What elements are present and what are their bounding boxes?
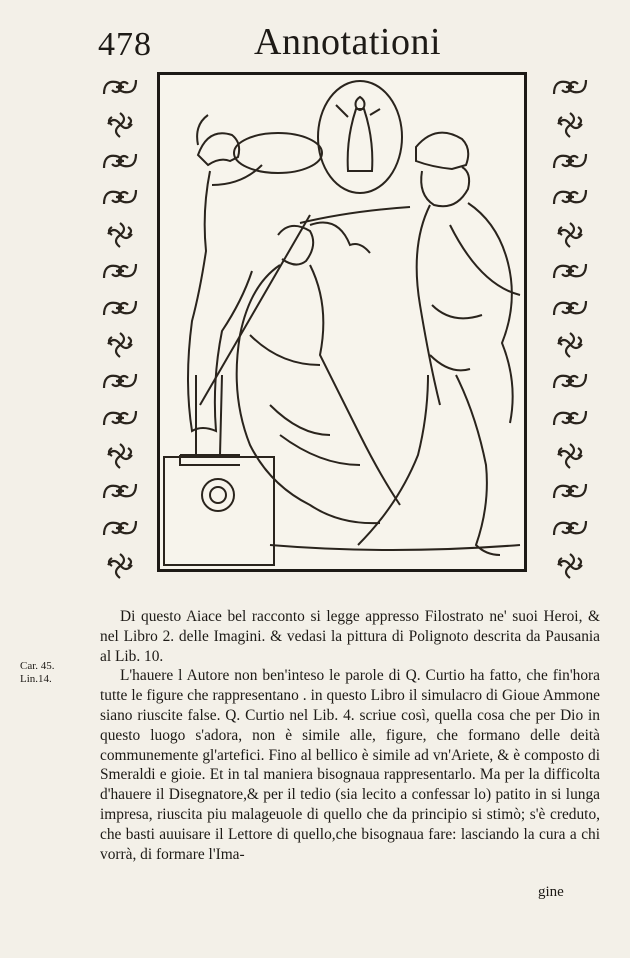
- fleuron-ornament: [548, 550, 592, 580]
- left-ornament-border: [96, 72, 144, 580]
- fleuron-icon: [548, 329, 592, 359]
- fleuron-ornament: [548, 72, 592, 102]
- fleuron-ornament: [548, 513, 592, 543]
- fleuron-ornament: [98, 72, 142, 102]
- fleuron-icon: [548, 219, 592, 249]
- woodcut-illustration: [157, 72, 527, 572]
- fleuron-ornament: [548, 366, 592, 396]
- paragraph-aiace: Di questo Aiace bel racconto si legge appresso Filostrato ne' suoi Heroi, & nel Libro 2. delle Imagini. & vedasi la pittura di Polignoto descrita da Pausania al Lib. 10.: [100, 608, 600, 665]
- catchword: gine: [538, 884, 564, 900]
- fleuron-ornament: [548, 109, 592, 139]
- fleuron-ornament: [548, 146, 592, 176]
- running-title: Annotationi: [254, 21, 442, 63]
- fleuron-icon: [548, 513, 592, 543]
- fleuron-icon: [548, 182, 592, 212]
- page-number: 478: [98, 26, 152, 63]
- fleuron-ornament: [548, 293, 592, 323]
- fleuron-icon: [98, 476, 142, 506]
- fleuron-icon: [98, 256, 142, 286]
- fleuron-ornament: [98, 182, 142, 212]
- fleuron-icon: [98, 329, 142, 359]
- fleuron-icon: [98, 219, 142, 249]
- fleuron-ornament: [98, 109, 142, 139]
- right-ornament-border: [546, 72, 594, 580]
- fleuron-ornament: [98, 219, 142, 249]
- fleuron-ornament: [98, 513, 142, 543]
- fleuron-icon: [548, 72, 592, 102]
- fleuron-ornament: [548, 476, 592, 506]
- fleuron-ornament: [98, 550, 142, 580]
- fleuron-icon: [548, 403, 592, 433]
- fleuron-icon: [548, 146, 592, 176]
- fleuron-icon: [98, 366, 142, 396]
- fleuron-icon: [548, 366, 592, 396]
- fleuron-ornament: [98, 329, 142, 359]
- fleuron-icon: [98, 403, 142, 433]
- fleuron-ornament: [548, 256, 592, 286]
- fleuron-ornament: [98, 403, 142, 433]
- fleuron-icon: [98, 109, 142, 139]
- fleuron-icon: [548, 109, 592, 139]
- fleuron-ornament: [548, 403, 592, 433]
- fleuron-ornament: [548, 329, 592, 359]
- fleuron-icon: [98, 550, 142, 580]
- fleuron-ornament: [98, 440, 142, 470]
- fleuron-ornament: [98, 366, 142, 396]
- fleuron-icon: [548, 293, 592, 323]
- fleuron-icon: [98, 440, 142, 470]
- fleuron-ornament: [548, 219, 592, 249]
- fleuron-ornament: [98, 476, 142, 506]
- fleuron-icon: [548, 550, 592, 580]
- fleuron-ornament: [98, 146, 142, 176]
- paragraph-curtio: L'hauere l Autore non ben'inteso le parole di Q. Curtio ha fatto, che fin'hora tutte le figure che rappresentano . in questo Libro il simulacro di Gioue Ammone siano riuscite false. Q. Curtio nel Lib. 4. scriue così, quella cosa che per Dio in questo luogo s'adora, non è simile alle, figure, che formano delle deità communemente gl'artefici. Fino al bellico è simile ad vn'Ariete, & è composto di Smeraldi e gioie. Et in tal maniera bisognaua rappresentarlo. Ma per la difficolta d'hauere il Disegnatore,& per il tedio (sia lecito a confessar lo) patito in si lunga impresa, riuscita piu malageuole di quello che da principio si stimò; s'è creduto, che basti auuisare il Lettore di quello,che bisognaua fare: lasciando la cura a chi vorrà, di formare l'Ima-: [100, 667, 600, 863]
- fleuron-icon: [98, 293, 142, 323]
- fleuron-icon: [98, 72, 142, 102]
- fleuron-icon: [548, 256, 592, 286]
- fleuron-icon: [98, 513, 142, 543]
- fleuron-ornament: [98, 293, 142, 323]
- annotation-text: [100, 607, 600, 864]
- woodcut-figures-icon: [160, 75, 524, 569]
- fleuron-icon: [548, 440, 592, 470]
- fleuron-icon: [548, 476, 592, 506]
- marginal-note-line1: Car. 45.: [20, 660, 55, 672]
- marginal-note: [20, 660, 55, 686]
- fleuron-ornament: [98, 256, 142, 286]
- fleuron-ornament: [548, 182, 592, 212]
- fleuron-icon: [98, 146, 142, 176]
- fleuron-icon: [98, 182, 142, 212]
- fleuron-ornament: [548, 440, 592, 470]
- marginal-note-line2: Lin.14.: [20, 673, 52, 685]
